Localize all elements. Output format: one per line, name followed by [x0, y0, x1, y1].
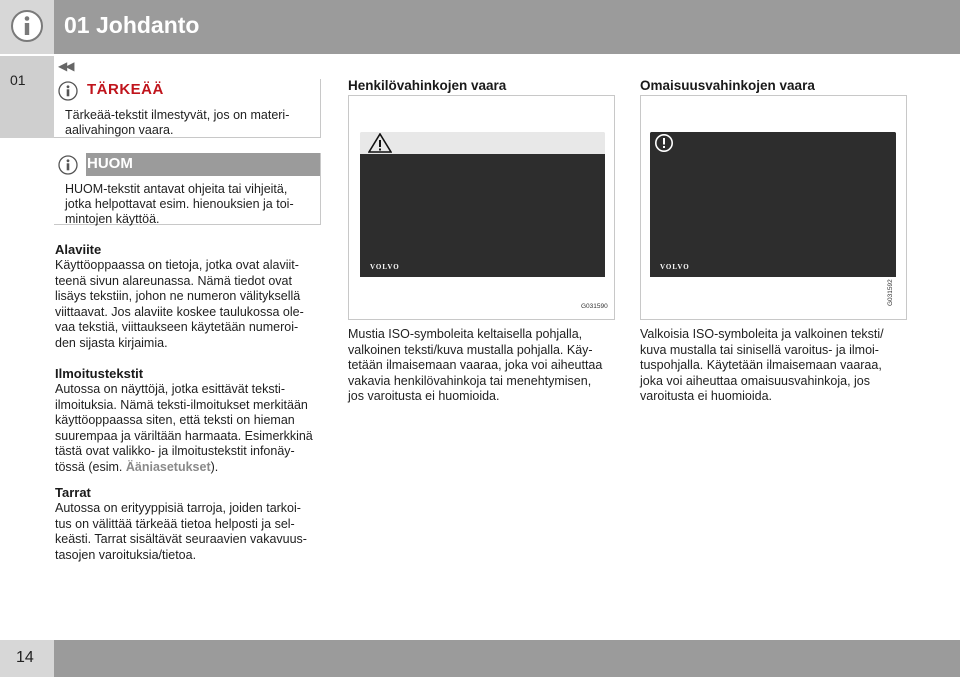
body-line: keästi. Tarrat sisältävät seuraavien vakavuus- — [55, 532, 307, 546]
body-line: den sijasta kirjaimia. — [55, 335, 168, 350]
important-note — [54, 79, 321, 138]
volvo-logo: VOLVO — [660, 263, 690, 271]
chapter-side-tab[interactable] — [0, 56, 54, 138]
back-arrows-icon[interactable]: ◀◀ — [58, 59, 73, 73]
page-title: 01 Johdanto — [64, 12, 200, 38]
caption-line: Valkoisia ISO-symboleita ja valkoinen teksti/ — [640, 327, 884, 341]
caption-line: valkoinen teksti/kuva mustalla pohjalla. Käy- — [348, 342, 593, 357]
caption-line: varoitusta ei huomioida. — [640, 389, 773, 403]
body-line: teenä sivun alareunassa. Nämä tiedot ovat — [55, 273, 292, 288]
sticker-symbol-area — [650, 132, 896, 155]
chapter-side-tab-label: 01 — [10, 72, 26, 88]
important-text-line: Tärkeää-tekstit ilmestyvät, jos on materi- — [65, 108, 290, 122]
huom-label: HUOM — [87, 155, 133, 172]
body-line: ilmoituksia. Nämä teksti-ilmoitukset merkitään — [55, 397, 308, 412]
property-damage-figure — [640, 95, 907, 320]
important-text — [54, 108, 320, 138]
section-heading: Tarrat — [55, 485, 91, 500]
property-damage-caption — [640, 327, 910, 405]
caption-line: jos varoitusta ei huomioida. — [348, 389, 500, 403]
huom-note — [54, 153, 321, 225]
caption-line: joka voi aiheuttaa omaisuusvahinkoja, jos — [640, 373, 870, 388]
figure-code: G031592 — [887, 279, 894, 306]
personal-injury-caption — [348, 327, 618, 405]
body-line: tästä ovat valikko- ja ilmoitustekstit infonäy- — [55, 444, 295, 458]
warning-sticker — [360, 132, 605, 277]
body-line: lisäys tekstiin, johon ne numeron välityksellä — [55, 289, 301, 303]
huom-text-line: mintojen käyttöä. — [65, 212, 160, 226]
notice-sticker — [650, 132, 896, 277]
page-number: 14 — [16, 649, 34, 666]
page-number-box — [0, 640, 54, 677]
caption-line: tetään ilmaisemaan vaaraa, joka voi aiheuttaa — [348, 358, 603, 372]
section-body — [55, 258, 330, 351]
huom-text-line: jotka helpottavat esim. hienouksien ja toi- — [65, 197, 294, 211]
display-text-example: Ääniasetukset — [125, 459, 211, 474]
body-text: tössä (esim. — [55, 459, 126, 474]
info-icon — [58, 155, 78, 175]
caption-line: kuva mustalla tai sinisellä varoitus- ja ilmoi- — [640, 342, 879, 357]
sticker-text-area — [650, 154, 896, 277]
section-heading: Ilmoitustekstit — [55, 366, 144, 381]
sticker-symbol-area — [360, 132, 605, 154]
alaviite-section — [55, 242, 330, 351]
personal-injury-figure — [348, 95, 615, 320]
body-text: ). — [210, 459, 219, 474]
huom-text-line: HUOM-tekstit antavat ohjeita tai vihjeitä, — [65, 182, 288, 196]
header-icon-box — [0, 0, 54, 54]
chapter-header — [0, 0, 960, 54]
body-line: tus on välittää tärkeää tietoa helposti ja sel- — [55, 516, 295, 531]
section-body — [55, 501, 330, 563]
exclamation-circle-icon — [654, 133, 674, 153]
body-line: suurempaa ja väriltään harmaata. Esimerkkinä — [55, 428, 313, 443]
body-line: tasojen varoituksia/tietoa. — [55, 547, 197, 562]
body-line: vaa tekstiä, viittaukseen käytetään numeroi- — [55, 320, 299, 334]
huom-text — [54, 182, 320, 227]
body-line: Käyttöoppaassa on tietoja, jotka ovat alaviit- — [55, 258, 299, 272]
figure-code: G031590 — [581, 303, 608, 310]
ilmoitustekstit-section — [55, 366, 330, 475]
body-line: käyttöoppaassa siten, että teksti on hieman — [55, 413, 295, 427]
body-line — [55, 460, 330, 476]
volvo-logo: VOLVO — [370, 263, 400, 271]
property-damage-heading: Omaisuusvahinkojen vaara — [640, 78, 815, 93]
caption-line: vakavia henkilövahinkoja tai menehtymisen, — [348, 373, 592, 388]
important-label: TÄRKEÄÄ — [87, 81, 164, 98]
warning-triangle-icon — [368, 133, 392, 153]
important-text-line: aalivahingon vaara. — [65, 123, 174, 137]
personal-injury-heading: Henkilövahinkojen vaara — [348, 78, 507, 93]
body-line: Autossa on näyttöjä, jotka esittävät teksti- — [55, 382, 285, 396]
page-footer — [0, 640, 960, 677]
body-line: viittaavat. Jos alaviite koskee taulukossa ole- — [55, 304, 304, 319]
info-icon — [9, 8, 45, 44]
tarrat-section — [55, 485, 330, 563]
section-body — [55, 382, 330, 475]
body-line: Autossa on erityyppisiä tarroja, joiden tarkoi- — [55, 501, 301, 515]
caption-line: tuspohjalla. Käytetään ilmaisemaan vaaraa, — [640, 358, 882, 372]
info-icon — [58, 81, 78, 101]
section-heading: Alaviite — [55, 242, 102, 257]
sticker-text-area — [360, 154, 605, 277]
caption-line: Mustia ISO-symboleita keltaisella pohjalla, — [348, 327, 583, 341]
